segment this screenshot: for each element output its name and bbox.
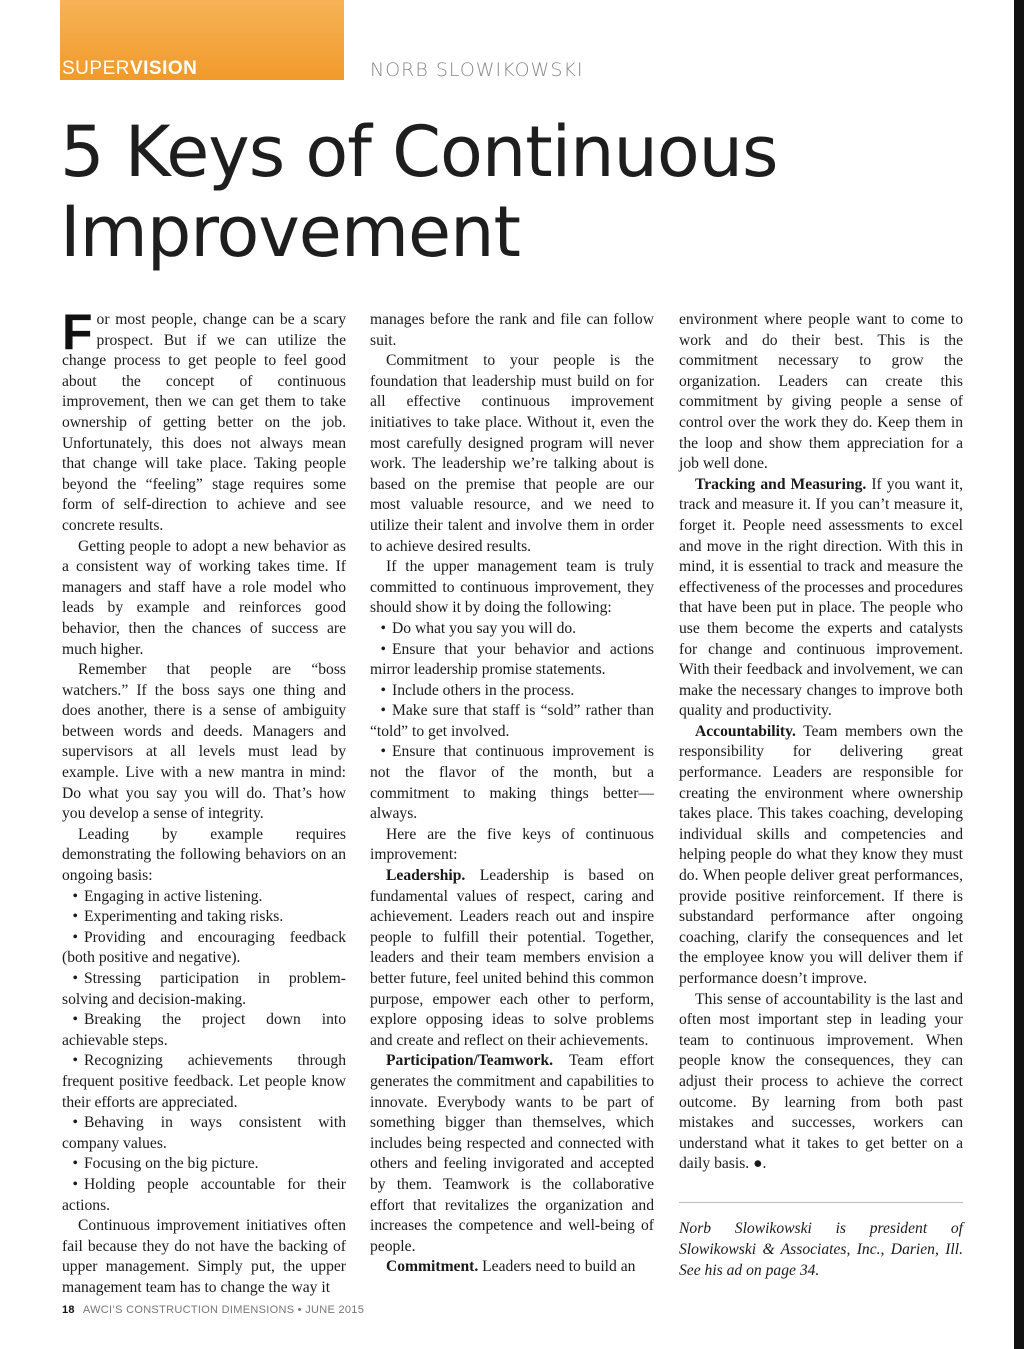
page-edge-bar [1014,0,1024,1349]
title-line-1: 5 Keys of Continuous [60,111,778,193]
bullet-item: • Behaving in ways consistent with company values. [62,1114,346,1152]
bullet-item: • Do what you say you will do. [370,619,654,640]
bio-divider [679,1202,963,1203]
key-leadership: Leadership. Leadership is based on fundamental values of respect, caring and achievement. Leaders reach out and inspire people to fulfill their potential. Together, leaders and their team members envision a better future, feel united behind this common purpose, empower each other to perform, explore opposing ideas to solve problems and create and reflect on their achievements. [370,867,654,1049]
paragraph: If the upper management team is truly committed to continuous improvement, they should show it by doing the following: [370,558,654,617]
commitment-bullet-list [370,619,654,825]
bullet-icon: • [72,1011,78,1029]
bullet-icon: • [72,887,78,905]
bullet-icon: • [72,970,78,987]
key-commitment: Commitment. Leaders need to build an [386,1258,636,1276]
bullet-item: • Breaking the project down into achievable steps. [62,1011,346,1049]
bullet-icon: • [72,928,78,946]
paragraph: manages before the rank and file can follow suit. [370,311,654,349]
bullet-item: • Include others in the process. [370,681,654,702]
bullet-icon: • [380,681,386,699]
bullet-icon: • [380,743,386,761]
bullet-item: • Ensure that continuous improvement is not the flavor of the month, but a commitment to making things better—always. [370,743,654,823]
bullet-icon: • [72,1114,78,1132]
intro-paragraph: For most people, change can be a scary prospect. But if we can utilize the change process to get people to feel good about the concept of continuous improvement, then we can get them to take ownership of getting better on the job. Unfortunately, this does not always mean that change will take place. Taking people beyond the “feeling” stage requires some form of self-direction to achieve and see concrete results. [62,304,346,534]
publication-name: AWCI’S CONSTRUCTION DIMENSIONS • JUNE 2015 [82,1304,365,1316]
author-name: NORB SLOWIKOWSKI [370,59,584,81]
bullet-item: • Providing and encouraging feedback (both positive and negative). [62,928,346,967]
bullet-icon: • [72,1155,78,1173]
drop-cap: F [62,304,93,360]
bullet-icon: • [380,619,386,637]
section-label: SUPERVISION [62,58,198,79]
paragraph: Continuous improvement initiatives often fail because they do not have the backing of upper management. Simply put, the upper management team has to change the way it [62,1217,346,1296]
paragraph: Commitment to your people is the foundation that leadership must build on for all effective continuous improvement initiatives to take place. Without it, even the most carefully designed program will never work. The leadership we’re talking about is based on the premise that people are our most valuable resource, and we need to utilize their talent and involve them in order to achieve desired results. [370,352,654,555]
bullet-item: • Ensure that your behavior and actions mirror leadership promise statements. [370,640,654,679]
paragraph: Leading by example requires demonstrating the following behaviors on an ongoing basis: [62,825,346,885]
bullet-item: • Holding people accountable for their actions. [62,1175,346,1214]
bullet-icon: • [72,1175,78,1193]
paragraph: Getting people to adopt a new behavior as a consistent way of working takes time. If managers and staff have a role model who leads by example and reinforces good behavior, then the chances of success are much higher. [62,537,346,658]
bullet-item: • Make sure that staff is “sold” rather than “told” to get involved. [370,702,654,740]
closing-paragraph: This sense of accountability is the last and often most important step in leading your team to continuous improvement. When people know the consequences, they can adjust their process to achieve the correct outcome. By learning from both past mistakes and successes, workers can understand what it takes to get better on a daily basis. ●. [679,990,963,1173]
paragraph: Remember that people are “boss watchers.” If the boss says one thing and does another, there is a sense of ambiguity between words and deeds. Managers and supervisors at all levels must lead by example. Live with a new mantra in mind: Do what you say you will do. That’s how you develop a sense of integrity. [62,661,346,823]
column-3 [679,310,963,1175]
bullet-icon: • [72,908,78,926]
author-bio: Norb Slowikowski is president of Slowikowski & Associates, Inc., Darien, Ill. See his ad on page 34. [679,1220,963,1279]
bullet-item: • Experimenting and taking risks. [62,907,346,928]
page-number: 18 [62,1304,75,1316]
paragraph: Here are the five keys of continuous improvement: [370,825,654,864]
end-mark-icon: ●. [753,1155,767,1173]
bullet-item: • Engaging in active listening. [62,887,346,908]
column-1 [62,304,346,1299]
key-participation: Participation/Teamwork. Team effort generates the commitment and capabilities to innovate. Everybody wants to be part of something bigger than themselves, which includes being respected and connected with others and feeling invigorated and accepted by them. Teamwork is the collaborative effort that revitalizes the organization and increases the competence and well-being of people. [370,1052,654,1255]
title-line-2: Improvement [60,191,520,273]
column-2 [370,310,654,1278]
paragraph: environment where people want to come to work and do their best. This is the commitment necessary to grow the organization. Leaders can create this commitment by giving people a sense of control over the work they do. Keep them in the loop and show them appreciation for a job well done. [679,311,963,473]
bullet-icon: • [380,702,386,720]
bullet-icon: • [72,1052,78,1070]
bullet-item: • Stressing participation in problem-solving and decision-making. [62,970,346,1008]
page-footer [62,1304,364,1316]
key-tracking: Tracking and Measuring. If you want it, track and measure it. If you can’t measure it, forget it. People need assessments to excel and move in the right direction. With this in mind, it is essential to track and measure the effectiveness of the processes and procedures that have been put in place. The people who use them become the experts and catalysts for change and continuous improvement. With their feedback and involvement, we can make the necessary changes to improve both quality and productivity. [679,475,963,720]
bullet-icon: • [380,640,386,658]
key-accountability: Accountability. Team members own the responsibility for delivering great performance. Leaders are responsible for creating the environment where ownership takes place. This takes coaching, developing individual skills and competencies and helping people do what they know they must do. When people deliver great performances, provide positive reinforcement. If there is substandard performance after ongoing coaching, clarify the consequences and let the employee know you will deliver them if performance doesn’t improve. [679,722,963,987]
behavior-bullet-list [62,887,346,1217]
bullet-item: • Recognizing achievements through frequent positive feedback. Let people know their efforts are appreciated. [62,1052,346,1111]
bullet-item: • Focusing on the big picture. [62,1154,346,1175]
article-title [60,112,960,272]
